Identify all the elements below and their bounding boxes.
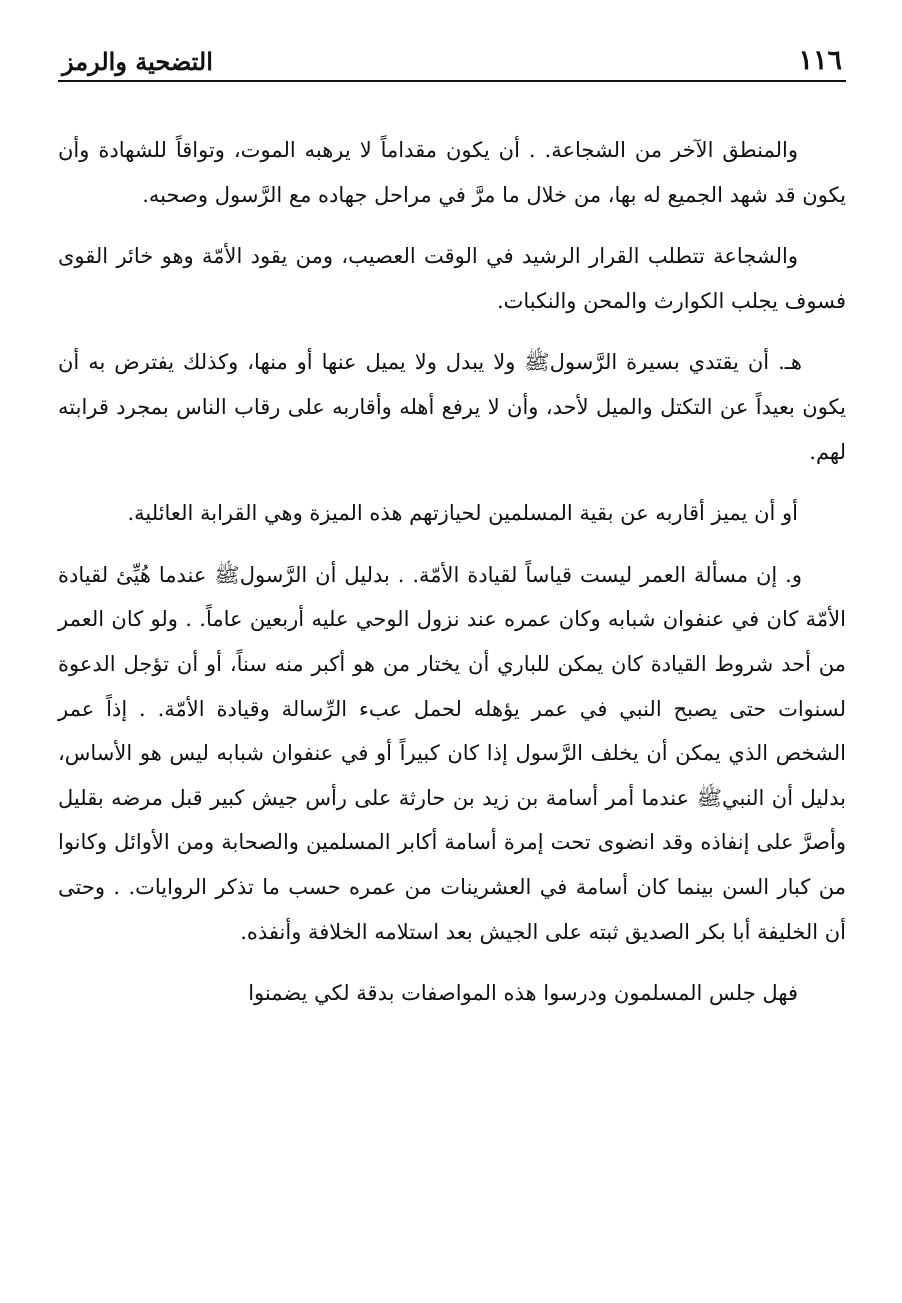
paragraph-item-waw: و. إن مسألة العمر ليست قياساً لقيادة الأمّة. . بدليل أن الرَّسولﷺ عندما هُيِّئ لقيادة الأمّة كان في عنفوان شبابه وكان عمره عند نزول الوحي عليه أربعين عاماً. . ولو كان العمر من أحد شروط القيادة كان يمكن للباري أن يختار من هو أكبر منه سناً، أو أن تؤجل الدعوة لسنوات حتى يصبح النبي في عمر يؤهله لحمل عبء الرِّسالة وقيادة الأمّة. . إذاً عمر الشخص الذي يمكن أن يخلف الرَّسول إذا كان كبيراً أو في عنفوان شبابه ليس هو الأساس، بدليل أن النبيﷺ عندما أمر أسامة بن زيد بن حارثة على رأس جيش كبير قبل مرضه بقليل وأصرَّ على إنفاذه وقد انضوى تحت إمرة أسامة أكابر المسلمين والصحابة ومن الأوائل وكانوا من كبار السن بينما كان أسامة في العشرينات من عمره حسب ما تذكر الروايات. . وحتى أن الخليفة أبا بكر الصديق ثبته على الجيش بعد استلامه الخلافة وأنفذه. [58,562,847,944]
chapter-title: التضحية والرمز [62,47,213,76]
paragraph-item-heh: هـ. أن يقتدي بسيرة الرَّسولﷺ ولا يبدل ولا يميل عنها أو منها، وكذلك يفترض به أن يكون بعيداً عن التكتل والميل لأحد، وأن لا يرفع أهله وأقاربه على رقاب الناس بمجرد قرابته لهم. [58,350,846,464]
paragraph-kinship: أو أن يميز أقاربه عن بقية المسلمين لحيازتهم هذه الميزة وهي القرابة العائلية. [127,501,798,526]
paragraph-decision: والشجاعة تتطلب القرار الرشيد في الوقت العصيب، ومن يقود الأمّة وهو خائر القوى فسوف يجلب الكوارث والمحن والنكبات. [58,244,846,313]
running-header [58,30,846,82]
paragraph-closing: فهل جلس المسلمون ودرسوا هذه المواصفات بدقة لكي يضمنوا [248,981,798,1006]
paragraph-courage: والمنطق الآخر من الشجاعة. . أن يكون مقداماً لا يرهبه الموت، وتواقاً للشهادة وأن يكون قد شهد الجميع له بها، من خلال ما مرَّ في مراحل جهاده مع الرَّسول وصحبه. [58,138,846,207]
book-page [58,30,846,1280]
page-number: ١١٦ [798,45,842,76]
body-text [58,128,846,1016]
